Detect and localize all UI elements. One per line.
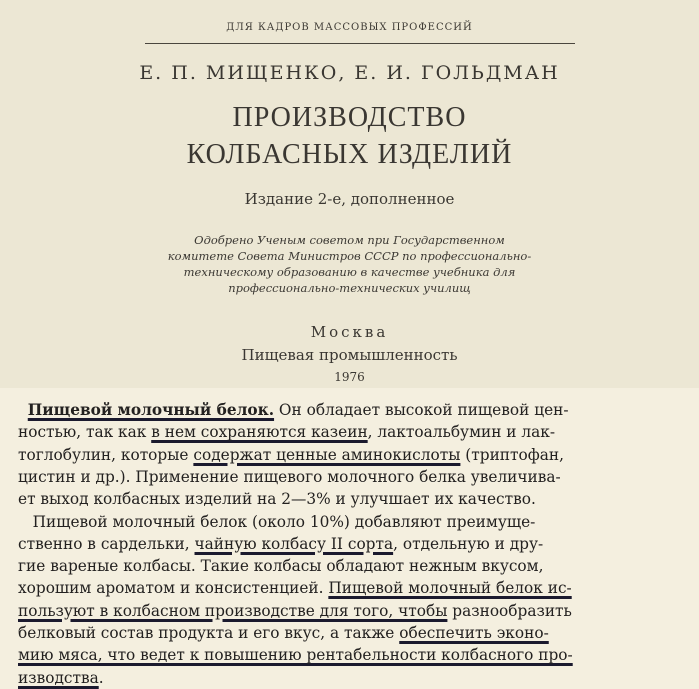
- approval-line: Одобрено Ученым советом при Государственном: [194, 233, 505, 247]
- series-divider: [145, 43, 575, 44]
- underlined-phrase: Пищевой молочный белок ис-: [328, 578, 572, 598]
- text-segment: , лактоальбумин и лак-: [367, 422, 556, 442]
- underlined-phrase: мию мяса, что ведет к повышению рентабельности колбасного про-: [18, 645, 573, 665]
- underlined-phrase: чайную колбасу II сорта: [194, 533, 394, 553]
- excerpt-line: [18, 622, 680, 644]
- book-title-line-1: ПРОИЗВОДСТВО: [232, 102, 467, 133]
- underlined-phrase: Пищевой молочный белок.: [27, 400, 275, 419]
- publisher-name: Пищевая промышленность: [241, 346, 458, 364]
- underlined-phrase: в нем сохраняются казеин: [151, 422, 368, 442]
- underlined-phrase: содержат ценные аминокислоты: [193, 444, 461, 464]
- text-segment: ностью, так как: [18, 422, 152, 442]
- text-segment: .: [98, 667, 104, 687]
- excerpt-line: [18, 644, 680, 666]
- excerpt-line: [18, 421, 680, 443]
- text-segment: Он обладает высокой пищевой цен-: [274, 400, 569, 419]
- text-segment: хорошим ароматом и консистенцией.: [18, 578, 329, 598]
- excerpt-line: [18, 667, 680, 689]
- text-segment: ственно в сардельки,: [18, 533, 195, 553]
- excerpt-line: [18, 399, 680, 421]
- underlined-phrase: пользуют в колбасном производстве для того, чтобы: [18, 600, 448, 620]
- excerpt-line: [18, 466, 680, 488]
- text-segment: [18, 400, 28, 419]
- underlined-phrase: обеспечить эконо-: [399, 623, 549, 642]
- publication-city: Москва: [310, 323, 389, 341]
- text-segment: Пищевой молочный белок (около 10%) добавляют преимуще-: [18, 511, 536, 531]
- publication-year: 1976: [334, 370, 365, 384]
- approval-line: комитете Совета Министров СССР по профессионально-: [167, 249, 532, 263]
- text-segment: цистин и др.). Применение пищевого молочного белка увеличива-: [18, 466, 561, 486]
- excerpt-line: [18, 600, 680, 622]
- book-title-line-2: КОЛБАСНЫХ ИЗДЕЛИЙ: [186, 139, 513, 170]
- excerpt-line: [18, 577, 680, 599]
- approval-line: профессионально-технических училищ: [228, 281, 471, 295]
- text-segment: ет выход колбасных изделий на 2—3% и улучшает их качество.: [18, 489, 536, 509]
- text-excerpt: [0, 388, 699, 689]
- underlined-phrase: изводства: [18, 667, 99, 687]
- approval-line: техническому образованию в качестве учебника для: [183, 265, 516, 279]
- text-segment: тоглобулин, которые: [18, 444, 194, 464]
- book-authors: Е. П. МИЩЕНКО, Е. И. ГОЛЬДМАН: [139, 62, 560, 84]
- excerpt-line: [18, 444, 680, 466]
- text-segment: , отдельную и дру-: [393, 533, 544, 553]
- excerpt-line: [18, 555, 680, 577]
- edition-note: Издание 2-е, дополненное: [244, 190, 455, 208]
- excerpt-line: [18, 533, 680, 555]
- text-segment: белковый состав продукта и его вкус, а также: [18, 623, 400, 642]
- excerpt-line: [18, 511, 680, 533]
- text-segment: разнообразить: [447, 600, 572, 620]
- text-segment: гие вареные колбасы. Такие колбасы обладают нежным вкусом,: [18, 556, 544, 576]
- series-heading: ДЛЯ КАДРОВ МАССОВЫХ ПРОФЕССИЙ: [226, 22, 473, 33]
- text-segment: (триптофан,: [460, 444, 564, 464]
- excerpt-line: [18, 488, 680, 510]
